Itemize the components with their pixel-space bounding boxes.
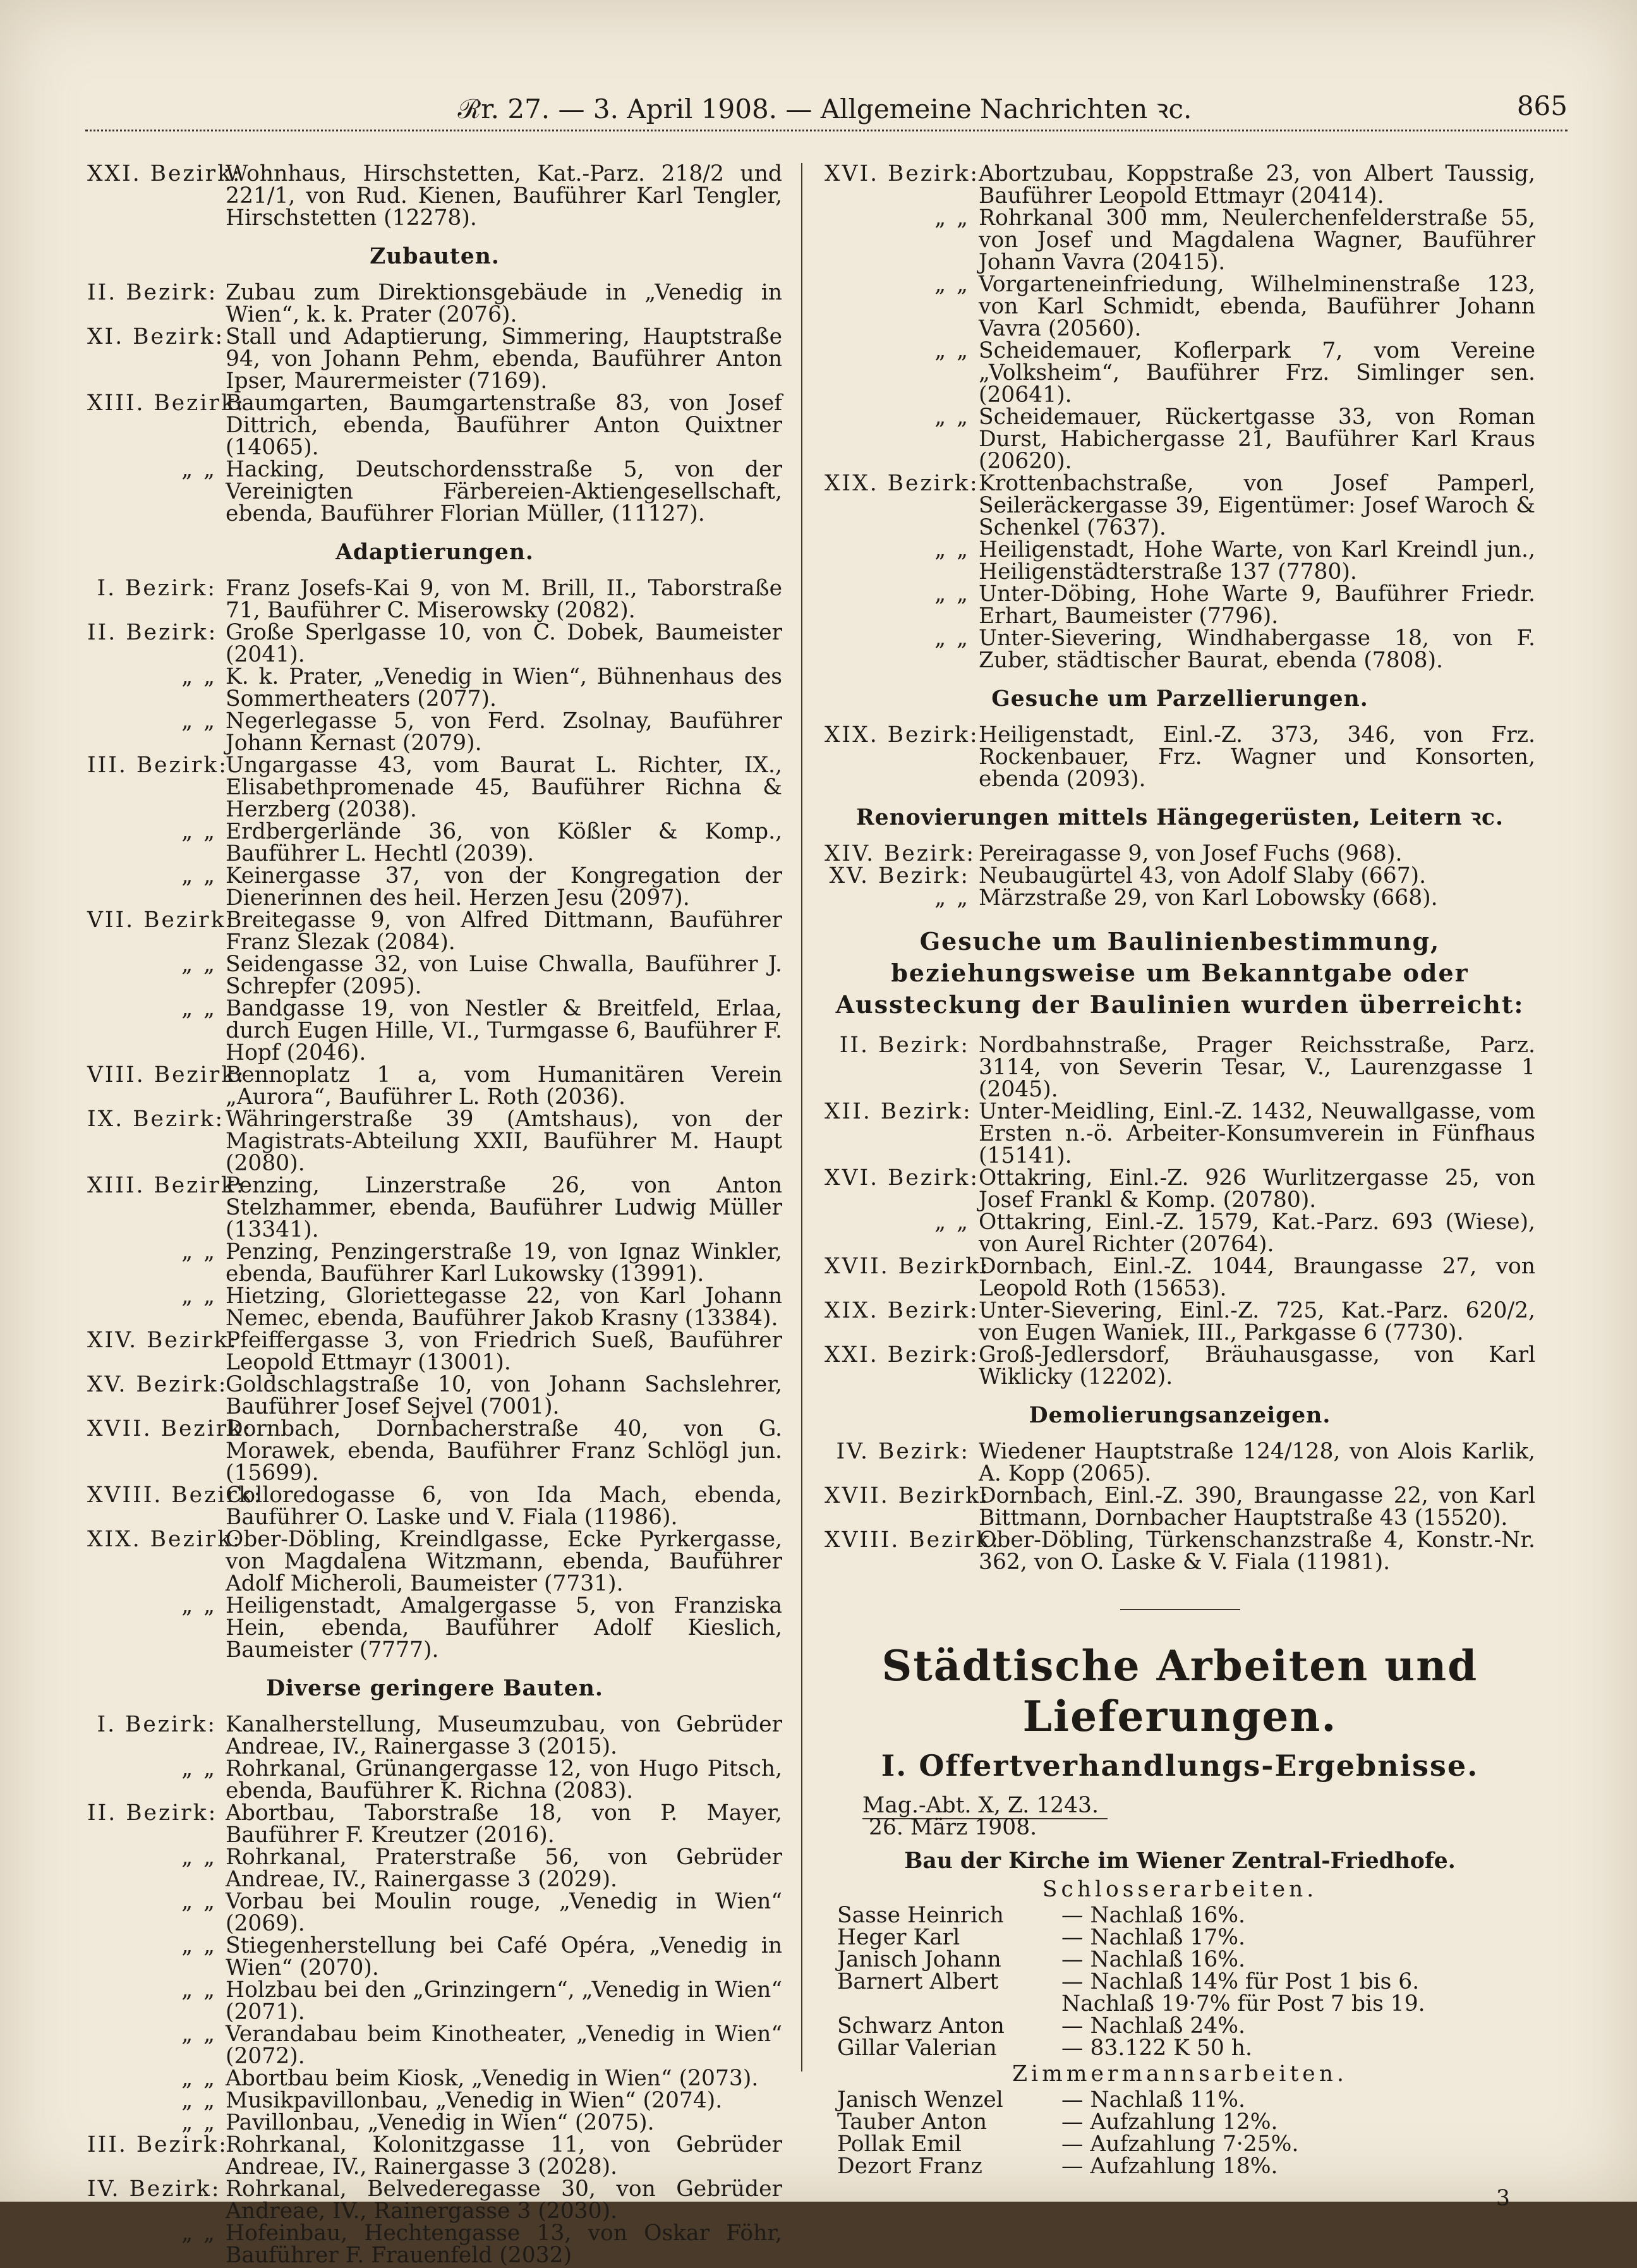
bid-value: — Nachlaß 16%. [1061, 1903, 1246, 1928]
list-item [87, 1484, 782, 1529]
district-label: IV. Bezirk: [836, 1439, 970, 1464]
district-label: „ „ [181, 1283, 217, 1309]
district-label: „ „ [181, 664, 217, 689]
list-item [87, 1529, 782, 1595]
district-label: II. Bezirk: [87, 280, 218, 305]
list-item [825, 473, 1535, 539]
list-item [87, 622, 782, 666]
entry-text: Colloredogasse 6, von Ida Mach, ebenda, Bauführer O. Laske und V. Fiala (11986). [226, 1483, 782, 1530]
list-item [87, 1847, 782, 1891]
list-item [825, 1529, 1535, 1574]
entry-text: Franz Josefs-Kai 9, von M. Brill, II., Taborstraße 71, Bauführer C. Miserowsky (2082). [226, 576, 782, 623]
entry-text: Wiedener Hauptstraße 124/128, von Alois Karlik, A. Kopp (2065). [979, 1439, 1535, 1486]
entry-text: Vorgarteneinfriedung, Wilhelminenstraße 123, von Karl Schmidt, ebenda, Bauführer Johann Vavra (20560). [979, 272, 1535, 341]
district-label: „ „ [181, 819, 217, 844]
entry-text: Hietzing, Gloriettegasse 22, von Karl Johann Nemec, ebenda, Bauführer Jakob Krasny (13384). [226, 1283, 782, 1331]
section-heading: Renovierungen mittels Hängegerüsten, Leitern ꝛc. [856, 805, 1504, 830]
table-row [837, 1949, 1535, 1971]
entry-text: Heiligenstadt, Einl.-Z. 373, 346, von Frz. Rockenbauer, Frz. Wagner und Konsorten, ebenda (2093). [979, 722, 1535, 792]
list-item [87, 1175, 782, 1241]
entry-text: Ottakring, Einl.-Z. 926 Wurlitzergasse 25, von Josef Frankl & Komp. (20780). [979, 1165, 1535, 1213]
district-label: „ „ [181, 1756, 217, 1781]
offer-section: Bau der Kirche im Wiener Zentral-Friedhofe. [904, 1848, 1456, 1874]
district-label: „ „ [934, 537, 970, 562]
right-column-entries [825, 163, 1535, 1574]
district-label: „ „ [181, 2110, 217, 2135]
entry-text: Pereiragasse 9, von Josef Fuchs (968). [979, 841, 1403, 866]
list-item [87, 1064, 782, 1108]
list-item [87, 1595, 782, 1661]
list-item [87, 1285, 782, 1330]
entry-text: Bennoplatz 1 a, vom Humanitären Verein „Aurora“, Bauführer L. Roth (2036). [226, 1062, 782, 1110]
bidder-name: Schwarz Anton [837, 2013, 1005, 2039]
entry-text: Heiligenstadt, Hohe Warte, von Karl Kreindl jun., Heiligenstädterstraße 137 (7780). [979, 537, 1535, 585]
offer-group-title: Zimmermannsarbeiten. [1012, 2061, 1348, 2087]
list-item [825, 628, 1535, 672]
entry-text: Kanalherstellung, Museumzubau, von Gebrüder Andreae, IV., Rainergasse 3 (2015). [226, 1712, 782, 1759]
entry-text: Erdbergerlände 36, von Kößler & Komp., Bauführer L. Hechtl (2039). [226, 819, 782, 866]
district-label: „ „ [181, 1977, 217, 2003]
table-row [837, 1971, 1535, 1993]
list-item [825, 1485, 1535, 1529]
district-label: „ „ [181, 952, 217, 977]
entry-text: Penzing, Linzerstraße 26, von Anton Stelzhammer, ebenda, Bauführer Ludwig Müller (13341). [226, 1173, 782, 1242]
list-item [825, 274, 1535, 340]
list-item [87, 459, 782, 525]
list-item [87, 1979, 782, 2023]
list-item [87, 954, 782, 998]
table-row [837, 1993, 1535, 2015]
district-label: XIX. Bezirk: [825, 471, 979, 496]
district-label: II. Bezirk: [87, 620, 218, 645]
district-label: XVIII. Bezirk: [825, 1527, 1001, 1553]
entry-text: Goldschlagstraße 10, von Johann Sachslehrer, Bauführer Josef Sejvel (7001). [226, 1372, 782, 1419]
list-item [87, 2223, 782, 2267]
bid-value: — Aufzahlung 18%. [1061, 2154, 1278, 2179]
entry-text: Musikpavillonbau, „Venedig in Wien“ (2074). [226, 2088, 723, 2113]
offer-reference [862, 1795, 1535, 1817]
district-label: „ „ [934, 1210, 970, 1235]
district-label: I. Bezirk: [97, 576, 217, 601]
district-label: XIX. Bezirk: [87, 1527, 242, 1552]
district-label: XIX. Bezirk: [825, 1298, 979, 1323]
district-label: XIV. Bezirk: [825, 841, 976, 866]
offer-groups [825, 1879, 1535, 2178]
list-item [825, 1344, 1535, 1388]
entry-text: Ottakring, Einl.-Z. 1579, Kat.-Parz. 693 (Wiese), von Aurel Richter (20764). [979, 1210, 1535, 1257]
district-label: XVI. Bezirk: [825, 1165, 980, 1191]
entry-text: Rohrkanal, Grünangergasse 12, von Hugo Pitsch, ebenda, Bauführer K. Richna (2083). [226, 1756, 782, 1804]
entry-text: Ober-Döbling, Türkenschanzstraße 4, Konstr.-Nr. 362, von O. Laske & V. Fiala (11981). [979, 1527, 1535, 1575]
bidder-name: Tauber Anton [837, 2109, 988, 2135]
district-label: XIII. Bezirk: [87, 1173, 246, 1198]
right-column [825, 163, 1535, 2210]
section-heading: Diverse geringere Bauten. [266, 1676, 603, 1701]
list-item [87, 282, 782, 326]
district-label: „ „ [934, 581, 970, 607]
entry-text: Stall und Adaptierung, Simmering, Hauptstraße 94, von Johann Pehm, ebenda, Bauführer Anton Ipser, Maurermeister (7169). [226, 324, 782, 394]
list-item [87, 666, 782, 710]
list-item [87, 1108, 782, 1175]
entry-text: Dornbach, Einl.-Z. 390, Braungasse 22, von Karl Bittmann, Dornbacher Hauptstraße 43 (15520). [979, 1483, 1535, 1531]
district-label: „ „ [181, 2022, 217, 2047]
entry-text: Abortbau beim Kiosk, „Venedig in Wien“ (2073). [226, 2066, 759, 2091]
list-item [87, 1714, 782, 1758]
bidder-name [837, 1993, 1061, 2015]
bid-value: — Aufzahlung 7·25%. [1061, 2132, 1299, 2157]
table-row [837, 2111, 1535, 2133]
list-item [87, 710, 782, 755]
section-heading: Adaptierungen. [335, 540, 534, 565]
bid-value: — Aufzahlung 12%. [1061, 2109, 1278, 2135]
bid-value: — Nachlaß 24%. [1061, 2013, 1246, 2039]
district-label: I. Bezirk: [97, 1712, 217, 1737]
entry-text: Breitegasse 9, von Alfred Dittmann, Bauführer Franz Slezak (2084). [226, 907, 782, 955]
district-label: II. Bezirk: [87, 1800, 218, 1826]
district-label: XV. Bezirk: [829, 863, 970, 888]
entry-text: Dornbach, Einl.-Z. 1044, Braungasse 27, von Leopold Roth (15653). [979, 1254, 1535, 1301]
district-label: XIV. Bezirk: [87, 1328, 239, 1353]
left-column [87, 163, 782, 2267]
district-label: „ „ [181, 1933, 217, 1958]
list-item [87, 2068, 782, 2090]
bid-value: — Nachlaß 16%. [1061, 1947, 1246, 1972]
column-divider [801, 163, 802, 2071]
entry-text: Seidengasse 32, von Luise Chwalla, Bauführer J. Schrepfer (2095). [226, 952, 782, 999]
entry-text: Dornbach, Dornbacherstraße 40, von G. Morawek, ebenda, Bauführer Franz Schlögl jun. (15699). [226, 1416, 782, 1486]
list-item [825, 1167, 1535, 1211]
entry-text: Große Sperlgasse 10, von C. Dobek, Baumeister (2041). [226, 620, 782, 667]
entry-text: Hofeinbau, Hechtengasse 13, von Oskar Föhr, Bauführer F. Frauenfeld (2032) [226, 2221, 782, 2268]
entry-text: Pfeiffergasse 3, von Friedrich Sueß, Bauführer Leopold Ettmayr (13001). [226, 1328, 782, 1375]
list-item [825, 724, 1535, 791]
entry-text: Penzing, Penzingerstraße 19, von Ignaz Winkler, ebenda, Bauführer Karl Lukowsky (13991). [226, 1239, 782, 1287]
district-label: XVII. Bezirk: [825, 1254, 990, 1279]
district-label: „ „ [181, 708, 217, 734]
district-label: „ „ [181, 2221, 217, 2246]
entry-text: Ober-Döbling, Kreindlgasse, Ecke Pyrkergasse, von Magdalena Witzmann, ebenda, Bauführer Adolf Micheroli, Baumeister (7731). [226, 1527, 782, 1596]
table-row [837, 2037, 1535, 2059]
district-label: „ „ [934, 404, 970, 430]
offer-reference-text: Mag.-Abt. X, Z. 1243. [862, 1793, 1108, 1819]
header-title: ℛr. 27. — 3. April 1908. — Allgemeine Nachrichten ꝛc. [457, 94, 1192, 124]
list-item [87, 1241, 782, 1285]
entry-text: Vorbau bei Moulin rouge, „Venedig in Wien“ (2069). [226, 1889, 782, 1936]
list-item [87, 755, 782, 821]
table-row [837, 2133, 1535, 2156]
table-row [837, 2156, 1535, 2178]
list-item [825, 583, 1535, 628]
bid-value: — 83.122 K 50 h. [1061, 2035, 1252, 2061]
district-label: II. Bezirk: [839, 1033, 970, 1058]
entry-text: Holzbau bei den „Grinzingern“, „Venedig in Wien“ (2071). [226, 1977, 782, 2025]
list-item [87, 1330, 782, 1374]
district-label: XXI. Bezirk: [87, 161, 242, 186]
list-item [87, 578, 782, 622]
district-label: „ „ [934, 885, 970, 911]
entry-text: Bandgasse 19, von Nestler & Breitfeld, Erlaa, durch Eugen Hille, VI., Turmgasse 6, Bauführer F. Hopf (2046). [226, 996, 782, 1065]
section-heading: Zubauten. [370, 244, 500, 269]
sheet-number: 3 [1496, 2186, 1510, 2211]
section-heading: Gesuche um Baulinienbestimmung, beziehungsweise um Bekanntgabe oder Aussteckung der Baulinien wurden überreicht: [835, 927, 1525, 1019]
district-label: IX. Bezirk: [87, 1107, 225, 1132]
entry-text: Groß-Jedlersdorf, Bräuhausgasse, von Karl Wiklicky (12202). [979, 1342, 1535, 1390]
list-item [87, 1418, 782, 1484]
entry-text: Scheidemauer, Rückertgasse 33, von Roman Durst, Habichergasse 21, Bauführer Karl Kraus (20620). [979, 404, 1535, 474]
district-label: „ „ [181, 457, 217, 482]
page-number: 865 [1516, 90, 1568, 121]
entry-text: Hacking, Deutschordensstraße 5, von der Vereinigten Färbereien-Aktiengesellschaft, ebenda, Bauführer Florian Müller, (11127). [226, 457, 782, 526]
entry-text: Abortzubau, Koppstraße 23, von Albert Taussig, Bauführer Leopold Ettmayr (20414). [979, 161, 1535, 209]
bidder-name: Dezort Franz [837, 2154, 982, 2179]
district-label: VIII. Bezirk: [87, 1062, 246, 1088]
bidder-name: Barnert Albert [837, 1969, 999, 1994]
list-item [87, 1891, 782, 1935]
list-item [87, 2112, 782, 2134]
list-item [825, 539, 1535, 583]
list-item [87, 392, 782, 459]
section-heading: Gesuche um Parzellierungen. [991, 686, 1368, 712]
district-label: XVIII. Bezirk: [87, 1483, 263, 1508]
district-label: III. Bezirk: [87, 753, 228, 778]
list-item [87, 2023, 782, 2068]
district-label: „ „ [181, 1889, 217, 1914]
list-item [825, 406, 1535, 473]
list-item [825, 1256, 1535, 1300]
bidder-name: Janisch Johann [837, 1947, 1001, 1972]
district-label: „ „ [181, 2066, 217, 2091]
bid-value: — Nachlaß 17%. [1061, 1925, 1246, 1950]
district-label: „ „ [934, 626, 970, 651]
table-row [837, 2089, 1535, 2111]
table-row [837, 2015, 1535, 2037]
list-item [87, 909, 782, 954]
offer-date: 26. März 1908. [869, 1815, 1037, 1840]
list-item [825, 1211, 1535, 1256]
list-item [87, 2134, 782, 2178]
header-rule [85, 130, 1568, 131]
list-item [825, 843, 1535, 865]
list-item [87, 1802, 782, 1847]
district-label: XIII. Bezirk: [87, 391, 246, 416]
district-label: XI. Bezirk: [87, 324, 225, 349]
entry-text: Märzstraße 29, von Karl Lobowsky (668). [979, 885, 1438, 911]
entry-text: Wohnhaus, Hirschstetten, Kat.-Parz. 218/2 und 221/1, von Rud. Kienen, Bauführer Karl Tengler, Hirschstetten (12278). [226, 161, 782, 231]
entry-text: Keinergasse 37, von der Kongregation der Dienerinnen des heil. Herzen Jesu (2097). [226, 863, 782, 911]
bid-value: — Nachlaß 11%. [1061, 2087, 1246, 2113]
offer-subtitle: I. Offertverhandlungs-Ergebnisse. [881, 1749, 1479, 1783]
list-item [87, 1935, 782, 1979]
bidder-name: Janisch Wenzel [837, 2087, 1003, 2113]
district-label: XV. Bezirk: [87, 1372, 228, 1397]
list-item [825, 340, 1535, 406]
running-header [82, 79, 1568, 130]
list-item [87, 326, 782, 392]
entry-text: Zubau zum Direktionsgebäude in „Venedig in Wien“, k. k. Prater (2076). [226, 280, 782, 327]
entry-text: Unter-Sievering, Einl.-Z. 725, Kat.-Parz. 620/2, von Eugen Waniek, III., Parkgasse 6 (7730). [979, 1298, 1535, 1345]
district-label: „ „ [181, 1845, 217, 1870]
entry-text: Pavillonbau, „Venedig in Wien“ (2075). [226, 2110, 655, 2135]
list-item [825, 207, 1535, 274]
list-item [87, 865, 782, 909]
table-row [837, 1927, 1535, 1949]
entry-text: Abortbau, Taborstraße 18, von P. Mayer, Bauführer F. Kreutzer (2016). [226, 1800, 782, 1848]
entry-text: Rohrkanal, Kolonitzgasse 11, von Gebrüder Andreae, IV., Rainergasse 3 (2028). [226, 2132, 782, 2180]
list-item [825, 1441, 1535, 1485]
bid-value: — Nachlaß 14% für Post 1 bis 6. [1061, 1969, 1420, 1994]
list-item [87, 1758, 782, 1802]
district-label: XII. Bezirk: [825, 1099, 972, 1124]
offer-title: Städtische Arbeiten und Lieferungen. [881, 1641, 1478, 1741]
list-item [825, 1300, 1535, 1344]
list-item [87, 2090, 782, 2112]
list-item [825, 887, 1535, 909]
district-label: XIX. Bezirk: [825, 722, 979, 748]
list-item [87, 163, 782, 229]
district-label: „ „ [181, 1593, 217, 1618]
list-item [87, 1374, 782, 1418]
bidder-name: Heger Karl [837, 1925, 960, 1950]
table-row [837, 1905, 1535, 1927]
entry-text: Unter-Döbing, Hohe Warte 9, Bauführer Friedr. Erhart, Baumeister (7796). [979, 581, 1535, 629]
entry-text: Unter-Meidling, Einl.-Z. 1432, Neuwallgasse, vom Ersten n.-ö. Arbeiter-Konsumverein in Fünfhaus (15141). [979, 1099, 1535, 1168]
district-label: „ „ [181, 996, 217, 1021]
entry-text: Unter-Sievering, Windhabergasse 18, von F. Zuber, städtischer Baurat, ebenda (7808). [979, 626, 1535, 673]
list-item [825, 865, 1535, 887]
list-item [87, 2178, 782, 2223]
list-item [87, 821, 782, 865]
list-item [825, 163, 1535, 207]
entry-text: Nordbahnstraße, Prager Reichsstraße, Parz. 3114, von Severin Tesar, V., Laurenzgasse 1 (2045). [979, 1033, 1535, 1102]
list-item [825, 1101, 1535, 1167]
district-label: XVII. Bezirk: [87, 1416, 253, 1441]
entry-text: K. k. Prater, „Venedig in Wien“, Bühnenhaus des Sommertheaters (2077). [226, 664, 782, 712]
list-item [87, 998, 782, 1064]
district-label: XVII. Bezirk: [825, 1483, 990, 1508]
entry-text: Stiegenherstellung bei Café Opéra, „Venedig in Wien“ (2070). [226, 1933, 782, 1980]
district-label: „ „ [181, 2088, 217, 2113]
district-label: „ „ [181, 863, 217, 888]
bid-value: Nachlaß 19·7% für Post 7 bis 19. [1061, 1991, 1425, 2016]
section-divider [1120, 1609, 1240, 1610]
entry-text: Negerlegasse 5, von Ferd. Zsolnay, Bauführer Johann Kernast (2079). [226, 708, 782, 756]
district-label: „ „ [934, 205, 970, 231]
list-item [825, 1034, 1535, 1101]
entry-text: Verandabau beim Kinotheater, „Venedig in Wien“ (2072). [226, 2022, 782, 2069]
district-label: III. Bezirk: [87, 2132, 228, 2157]
entry-text: Neubaugürtel 43, von Adolf Slaby (667). [979, 863, 1427, 888]
district-label: IV. Bezirk: [87, 2176, 221, 2202]
entry-text: Baumgarten, Baumgartenstraße 83, von Josef Dittrich, ebenda, Bauführer Anton Quixtner (14065). [226, 391, 782, 460]
district-label: VII. Bezirk: [87, 907, 236, 933]
bidder-name: Pollak Emil [837, 2132, 962, 2157]
entry-text: Währingerstraße 39 (Amtshaus), von der Magistrats-Abteilung XXII, Bauführer M. Haupt (2080). [226, 1107, 782, 1176]
entry-text: Heiligenstadt, Amalgergasse 5, von Franziska Hein, ebenda, Bauführer Adolf Kieslich, Baumeister (7777). [226, 1593, 782, 1663]
entry-text: Rohrkanal, Praterstraße 56, von Gebrüder Andreae, IV., Rainergasse 3 (2029). [226, 1845, 782, 1892]
entry-text: Krottenbachstraße, von Josef Pamperl, Seileräckergasse 39, Eigentümer: Josef Waroch & Schenkel (7637). [979, 471, 1535, 540]
bidder-name: Sasse Heinrich [837, 1903, 1004, 1928]
bidder-name: Gillar Valerian [837, 2035, 997, 2061]
district-label: „ „ [934, 272, 970, 297]
district-label: XVI. Bezirk: [825, 161, 980, 186]
entry-text: Rohrkanal, Belvederegasse 30, von Gebrüder Andreae, IV., Rainergasse 3 (2030). [226, 2176, 782, 2224]
district-label: „ „ [181, 1239, 217, 1264]
entry-text: Scheidemauer, Koflerpark 7, vom Vereine „Volksheim“, Bauführer Frz. Simlinger sen. (20641). [979, 338, 1535, 408]
entry-text: Rohrkanal 300 mm, Neulerchenfelderstraße 55, von Josef und Magdalena Wagner, Bauführer Johann Vavra (20415). [979, 205, 1535, 275]
offer-group-title: Schlosserarbeiten. [1042, 1877, 1318, 1902]
district-label: „ „ [934, 338, 970, 363]
section-heading: Demolierungsanzeigen. [1029, 1403, 1331, 1428]
district-label: XXI. Bezirk: [825, 1342, 979, 1367]
entry-text: Ungargasse 43, vom Baurat L. Richter, IX., Elisabethpromenade 45, Bauführer Richna & Herzberg (2038). [226, 753, 782, 822]
